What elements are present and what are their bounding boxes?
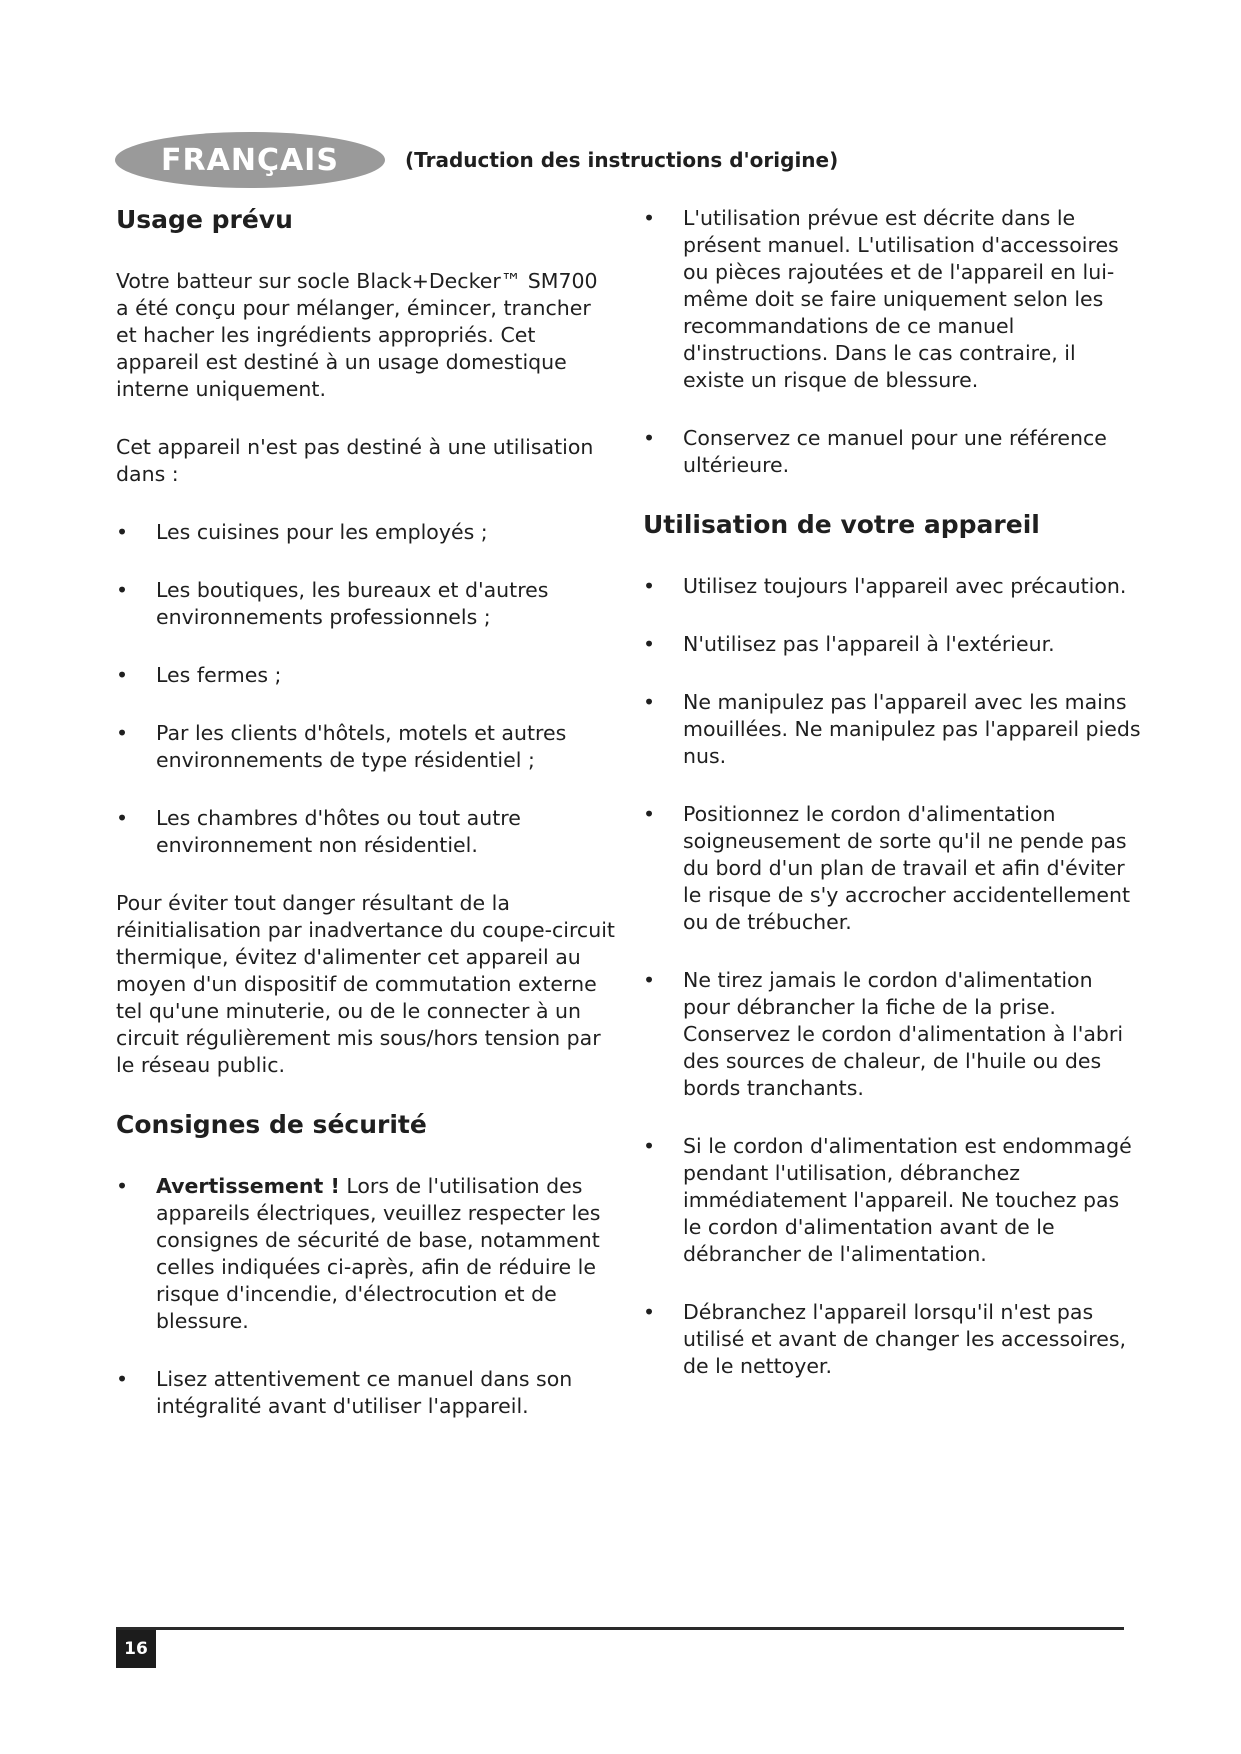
bullet-icon: • (116, 806, 129, 830)
bullet-icon: • (643, 968, 656, 992)
list-item (116, 1173, 616, 1335)
list-item: • Si le cordon d'alimentation est endommagé pendant l'utilisation, débranchez immédiatement l'appareil. Ne touchez pas le cordon d'alimentation avant de le débrancher de l'alimentation. (643, 1134, 1132, 1266)
bullet-icon: • (643, 1300, 656, 1324)
list-item: • Lisez attentivement ce manuel dans son intégralité avant d'utiliser l'appareil. (116, 1367, 573, 1418)
usage-heading: Usage prévu (116, 205, 293, 234)
list-item: • Les boutiques, les bureaux et d'autres environnements professionnels ; (116, 578, 549, 629)
usage-paragraph-3: Pour éviter tout danger résultant de la réinitialisation par inadvertance du coupe-circuit thermique, évitez d'alimenter cet appareil au moyen d'un dispositif de commutation externe tel qu'une minuterie, ou de le connecter à un circuit régulièrement mis sous/hors tension par le réseau public. (116, 891, 615, 1077)
bullet-icon: • (116, 721, 129, 745)
list-item: • Les fermes ; (116, 663, 282, 687)
warning-label: Avertissement ! (156, 1174, 340, 1198)
bullet-icon: • (116, 1367, 129, 1391)
bullet-icon: • (643, 426, 656, 450)
list-item: • Les cuisines pour les employés ; (116, 520, 488, 544)
right-column (643, 205, 1143, 1411)
list-item: • Conservez ce manuel pour une référence ultérieure. (643, 426, 1107, 477)
list-item: • Débranchez l'appareil lorsqu'il n'est pas utilisé et avant de changer les accessoires, de le nettoyer. (643, 1300, 1127, 1378)
usage-paragraph-2: Cet appareil n'est pas destiné à une utilisation dans : (116, 435, 594, 486)
bullet-icon: • (643, 1134, 656, 1158)
bullet-icon: • (116, 520, 129, 544)
list-item: • Ne manipulez pas l'appareil avec les mains mouillées. Ne manipulez pas l'appareil pieds nus. (643, 690, 1141, 768)
translation-subtitle: (Traduction des instructions d'origine) (405, 148, 839, 172)
bullet-icon: • (116, 663, 129, 687)
language-badge: FRANÇAIS (115, 132, 385, 188)
list-item: • Utilisez toujours l'appareil avec précaution. (643, 574, 1127, 598)
list-item: • Ne tirez jamais le cordon d'alimentation pour débrancher la fiche de la prise. Conservez le cordon d'alimentation à l'abri des sources de chaleur, de l'huile ou des bords tranchants. (643, 968, 1124, 1100)
bullet-icon: • (643, 802, 656, 826)
list-item: • Par les clients d'hôtels, motels et autres environnements de type résidentiel ; (116, 721, 567, 772)
bullet-icon: • (643, 206, 656, 230)
usage-paragraph-1: Votre batteur sur socle Black+Decker™ SM700 a été conçu pour mélanger, émincer, trancher et hacher les ingrédients appropriés. Cet appareil est destiné à un usage domestique interne uniquement. (116, 269, 598, 401)
use-heading: Utilisation de votre appareil (643, 510, 1040, 539)
footer-divider (116, 1627, 1124, 1630)
safety-heading: Consignes de sécurité (116, 1110, 427, 1139)
intro-list (643, 205, 1143, 479)
bullet-icon: • (116, 578, 129, 602)
warning-text: Lors de l'utilisation des appareils électriques, veuillez respecter les consignes de sécurité de base, notamment celles indiquées ci-après, afin de réduire le risque d'incendie, d'électrocution et de blessure. (156, 1174, 601, 1333)
bullet-icon: • (643, 574, 656, 598)
page-number: 16 (116, 1630, 156, 1668)
bullet-icon: • (643, 632, 656, 656)
safety-list (116, 1173, 616, 1420)
list-item: • L'utilisation prévue est décrite dans le présent manuel. L'utilisation d'accessoires ou pièces rajoutées et de l'appareil en lui-même doit se faire uniquement selon les recommandations de ce manuel d'instructions. Dans le cas contraire, il existe un risque de blessure. (643, 206, 1119, 392)
list-item: • N'utilisez pas l'appareil à l'extérieur. (643, 632, 1055, 656)
list-item: • Positionnez le cordon d'alimentation soigneusement de sorte qu'il ne pende pas du bord d'un plan de travail et afin d'éviter le risque de s'y accrocher accidentellement ou de trébucher. (643, 802, 1130, 934)
usage-list (116, 519, 616, 859)
bullet-icon: • (643, 690, 656, 714)
list-item: • Les chambres d'hôtes ou tout autre environnement non résidentiel. (116, 806, 521, 857)
left-column (116, 205, 616, 1451)
use-list (643, 573, 1143, 1380)
bullet-icon: • (116, 1174, 129, 1198)
